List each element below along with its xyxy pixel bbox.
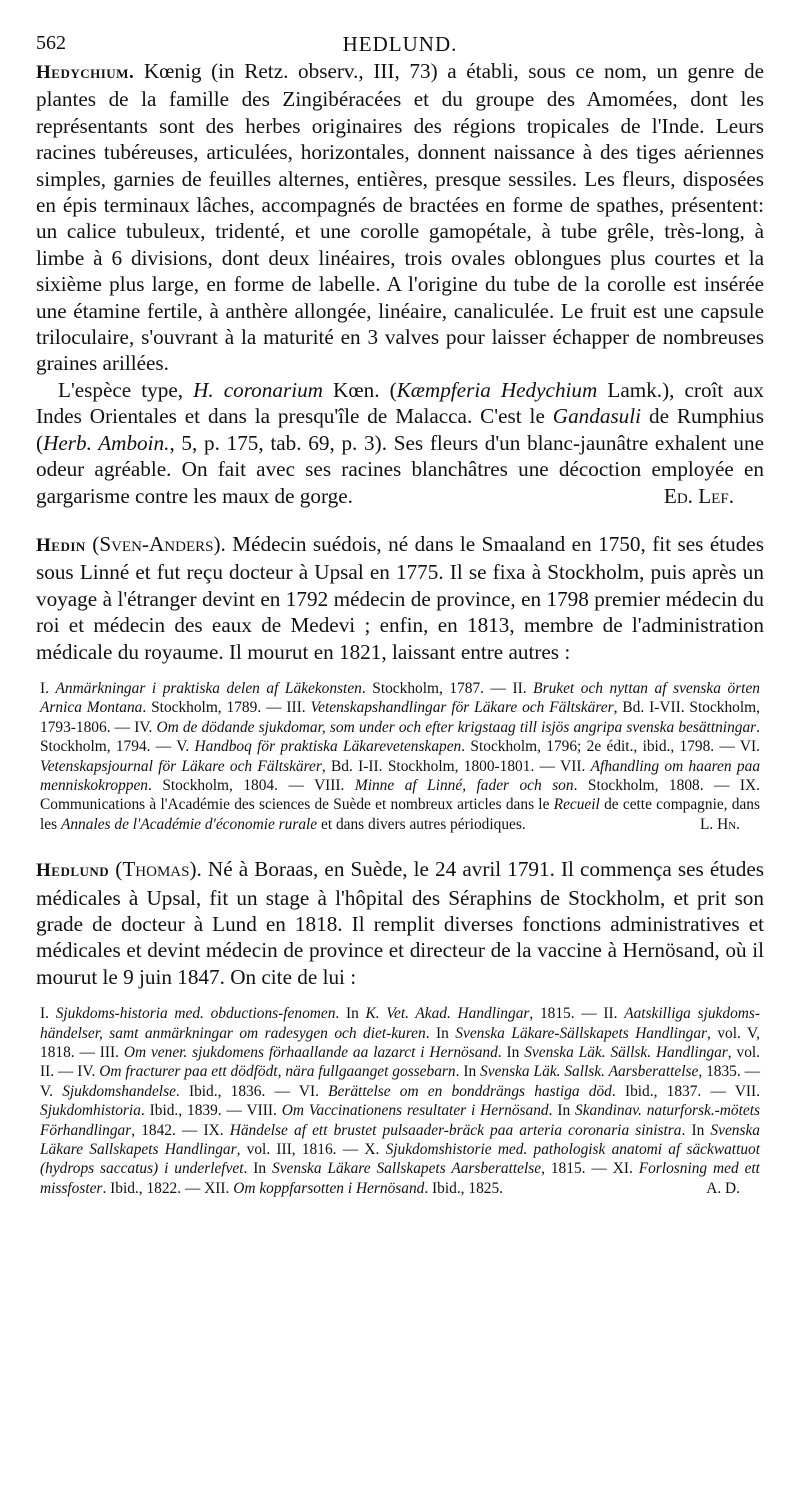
- work-title: Anmärkningar i praktiska delen af Läkekonsten: [55, 679, 362, 697]
- work-title: Aatskilliga sjukdoms-händelser, samt anmärkningar om radesygen och diet-kuren: [40, 1005, 760, 1042]
- work-title: Handboq för praktiska Läkarevetenskapen: [194, 738, 462, 756]
- work-number: V.: [176, 738, 195, 756]
- work-details: . In: [335, 1005, 366, 1023]
- work-source: Svenska Läkare Sallskapets Handlingar: [40, 1121, 760, 1159]
- work-number: VIII.: [314, 776, 355, 794]
- running-title: HEDLUND.: [342, 32, 458, 56]
- work-number: VI.: [298, 1082, 329, 1100]
- work-details: . In: [497, 1044, 525, 1062]
- work-source: Skandinav. naturforsk.-mötets Förhandlingar: [40, 1102, 760, 1139]
- work-details: . In: [243, 1160, 273, 1178]
- work-number: I.: [40, 679, 56, 697]
- work-title: Sjukdomshandelse: [62, 1082, 176, 1100]
- work-number: VII.: [560, 757, 591, 775]
- work-title: Annales de l'Académie d'économie rurale: [60, 815, 318, 833]
- headword-hedin: Hedin: [36, 534, 86, 556]
- running-head: [36, 18, 764, 58]
- work-details: . In: [548, 1102, 576, 1120]
- work-title: Om vener. sjukdomens förhaallande aa lazarct i Hernösand: [123, 1044, 498, 1062]
- work-details: . In: [681, 1121, 711, 1139]
- bibliography-hedlund: [40, 1004, 760, 1198]
- work-source: Svenska Läkare Sallskapets Aarsberattelse: [272, 1160, 542, 1178]
- work-details: , vol. V, 1818. —: [40, 1024, 761, 1062]
- work-title: Minne af Linné, fader och son: [354, 776, 574, 794]
- work-number: IV.: [134, 718, 157, 736]
- entry-hedychium-species: [36, 377, 764, 509]
- work-details: . Stockholm, 1796; 2e édit., ibid., 1798. —: [461, 738, 740, 756]
- work-title: Vetenskapshandlingar för Läkare och Fältskärer: [310, 699, 614, 717]
- headword-hedychium: Hedychium.: [36, 62, 135, 83]
- hedychium-text: Kœnig (in Retz. observ., III, 73) a établi, sous ce nom, un genre de plantes de la famille des Zingibéracées et du groupe des Amomées, dont les représentants sont des herbes originaires des régions tropicales de l'Inde. Leurs racines tubéreuses, articulées, horizontales, donnent naissance à des tiges aériennes simples, garnies de feuilles alternes, entières, presque sessiles. Les fleurs, disposées en épis terminaux lâches, accompagnés de bractées en forme de spathes, présentent: un calice tubuleux, tridenté, et une corolle gamopétale, à tube grêle, très-long, à limbe à 6 divisions, dont deux linéaires, trois ovales oblongues plus courtes et la sixième plus large, en forme de labelle. A l'origine du tube de la corolle est insérée une étamine fertile, à anthère allongée, linéaire, canaliculée. Le fruit est une capsule triloculaire, s'ouvrant à la maturité en 3 valves pour laisser échapper de nombreuses graines arillées.: [36, 59, 765, 376]
- work-details: , vol. II. —: [40, 1044, 761, 1081]
- work-number: VIII.: [246, 1102, 282, 1120]
- work-title: Sjukdoms-historia med. obductions-fenomen: [55, 1005, 336, 1023]
- signature-hedychium: Ed. Lef.: [663, 483, 734, 508]
- work-number: IX.: [203, 1121, 230, 1139]
- work-title: Sjukdomshistorie med. pathologisk anatomi af säckwattuot (hydrops saccatus) i underlefvet: [40, 1141, 761, 1178]
- hedlund-text: Né à Boraas, en Suède, le 24 avril 1791. Il commença ses études médicales à Upsal, fit un stage à l'hôpital des Séraphins de Stockholm, et prit son grade de docteur à Lund en 1818. Il remplit diverses fonctions administratives et médicales et devint médecin de province et directeur de la vaccine à Hernösand, où il mourut le 9 juin 1847. On cite de lui :: [36, 857, 764, 989]
- work-details: . Ibid., 1822. —: [102, 1179, 205, 1197]
- work-title: Om Vaccinationens resultater i Hernösand: [281, 1102, 549, 1120]
- italic-run: Gandasuli: [552, 404, 642, 429]
- work-number: VI.: [739, 738, 760, 756]
- text-run: de Rumphius (: [36, 404, 764, 455]
- work-details: . Ibid., 1836. —: [175, 1082, 299, 1100]
- work-number: XI.: [612, 1160, 639, 1178]
- work-title: Recueil: [553, 796, 600, 814]
- work-number: V.: [40, 1082, 63, 1100]
- work-number: IX.: [739, 776, 760, 794]
- italic-run: Kæmpferia Hedychium: [396, 377, 598, 402]
- work-number: II.: [512, 679, 534, 697]
- work-title: Sjukdomhistoria: [40, 1102, 141, 1120]
- work-details: , 1835. —: [698, 1063, 760, 1081]
- work-details: . Ibid., 1825.: [424, 1179, 504, 1197]
- hedlund-names: (Thomas).: [115, 857, 202, 882]
- text-run: Kœn. (: [322, 377, 397, 402]
- work-title: Om koppfarsotten i Hernösand: [233, 1179, 425, 1197]
- entry-hedlund: [36, 856, 764, 990]
- work-details: de cette compagnie, dans les: [40, 796, 760, 833]
- work-details: . Stockholm, 1808. —: [573, 776, 740, 794]
- work-source: Svenska Läk. Sällsk. Handlingar: [524, 1044, 728, 1062]
- work-details: . Stockholm, 1804. —: [148, 776, 315, 794]
- work-details: . Stockholm, 1794. —: [40, 718, 761, 756]
- work-number: IV.: [77, 1063, 100, 1081]
- work-details: . In: [425, 1024, 456, 1042]
- work-source: K. Vet. Akad. Handlingar: [365, 1005, 530, 1023]
- work-details: Communications à l'Académie des sciences de Suède et nombreux articles dans le: [40, 796, 554, 814]
- signature-hedin: L. Hn.: [699, 815, 740, 833]
- text-run: , 5, p. 175, tab. 69, p. 3). Ses fleurs d'un blanc-jaunâtre exhalent une odeur agréable. On fait avec ses racines blanchâtres une décoction employée en gargarisme contre les maux de gorge.: [36, 430, 764, 508]
- text-run: Lamk.), croît aux Indes Orientales et dans la presqu'île de Malacca. C'est le: [36, 377, 764, 429]
- work-details: , 1815. —: [541, 1160, 613, 1178]
- headword-hedlund: Hedlund: [36, 860, 110, 882]
- work-title: Om fracturer paa ett dödfödt, nära fullgaanget gossebarn: [99, 1063, 456, 1081]
- work-source: Svenska Läk. Sallsk. Aarsberattelse: [480, 1063, 699, 1081]
- work-details: . Ibid., 1839. —: [140, 1102, 247, 1120]
- entry-hedychium: [36, 58, 764, 377]
- signature-hedlund: A. D.: [706, 1179, 740, 1197]
- work-number: XII.: [204, 1179, 234, 1197]
- text-run: L'espèce type,: [58, 377, 194, 402]
- work-number: III.: [286, 699, 311, 717]
- work-number: X.: [364, 1141, 386, 1159]
- work-number: II.: [603, 1005, 625, 1023]
- hedin-names: (Sven-Anders).: [92, 531, 226, 556]
- bibliography-hedin: [40, 679, 760, 834]
- work-number: I.: [40, 1005, 56, 1023]
- italic-run: H. coronarium: [193, 377, 323, 402]
- work-title: Vetenskapsjournal för Läkare och Fältskärer: [40, 757, 322, 775]
- work-details: , vol. III, 1816. —: [236, 1141, 365, 1159]
- work-number: VII.: [734, 1082, 761, 1100]
- work-title: Berättelse om en bonddrängs hastiga död: [328, 1082, 612, 1100]
- work-details: et dans divers autres périodiques.: [317, 815, 526, 833]
- work-title: Bruket och nyttan af svenska örten Arnica Montana: [40, 679, 760, 717]
- work-title: Händelse af ett brustet pulsaader-bräck paa arteria coronaria sinistra: [229, 1121, 682, 1139]
- italic-run: Herb. Amboin.: [43, 430, 170, 455]
- work-title: Forlosning med ett missfoster: [40, 1160, 760, 1197]
- work-title: Afhandling om haaren paa menniskokroppen: [40, 757, 761, 794]
- work-details: , 1842. —: [131, 1121, 204, 1139]
- work-details: . Stockholm, 1787. —: [361, 679, 513, 697]
- page-number: 562: [36, 32, 66, 54]
- work-details: . Stockholm, 1789. —: [142, 699, 287, 717]
- work-details: , Bd. I-II. Stockholm, 1800-1801. —: [321, 757, 561, 775]
- work-details: . Ibid., 1837. —: [611, 1082, 735, 1100]
- work-number: III.: [99, 1044, 124, 1062]
- entry-hedin: [36, 531, 764, 665]
- work-details: . In: [455, 1063, 481, 1081]
- work-title: Om de dödande sjukdomar, som under och efter krigstaag till isjös angripa svenska besättningar: [156, 718, 757, 736]
- work-details: , Bd. I-VII. Stockholm, 1793-1806. —: [40, 699, 760, 736]
- hedin-text: Médecin suédois, né dans le Smaaland en 1750, fit ses études sous Linné et fut reçu docteur à Upsal en 1775. Il se fixa à Stockholm, puis après un voyage à l'étranger devint en 1792 médecin de province, en 1798 premier médecin du roi et médecin des eaux de Medevi ; enfin, en 1813, membre de l'administration médicale du royaume. Il mourut en 1821, laissant entre autres :: [36, 531, 765, 664]
- work-details: , 1815. —: [529, 1005, 604, 1023]
- work-source: Svenska Läkare-Sällskapets Handlingar: [455, 1024, 708, 1042]
